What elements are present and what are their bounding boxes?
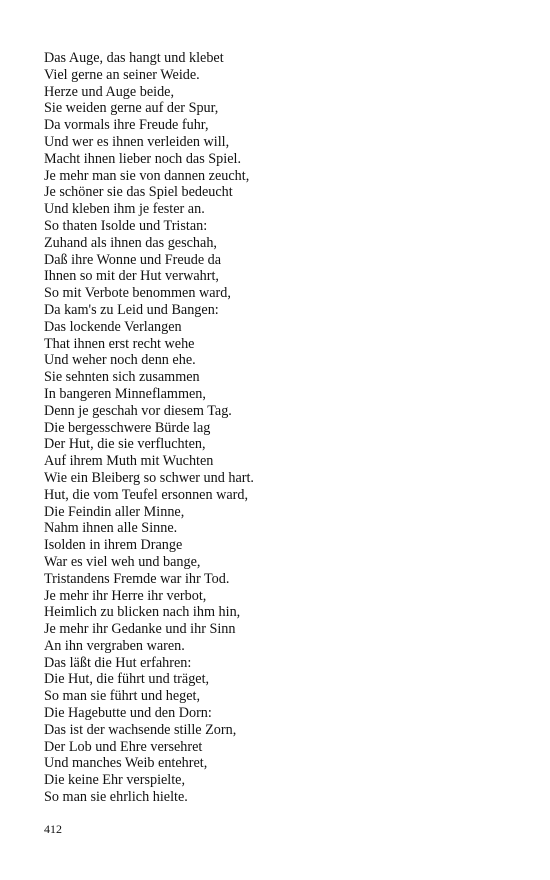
poem-line: Und weher noch denn ehe. <box>44 352 196 369</box>
poem-line: Ihnen so mit der Hut verwahrt, <box>44 268 219 285</box>
poem-line: So man sie führt und heget, <box>44 688 201 705</box>
poem-line: Das ist der wachsende stille Zorn, <box>44 721 237 738</box>
poem-line: That ihnen erst recht wehe <box>44 335 195 352</box>
poem-line: Das Auge, das hangt und klebet <box>44 50 224 66</box>
poem-line: Viel gerne an seiner Weide. <box>44 66 200 83</box>
poem-line: Isolden in ihrem Drange <box>44 537 183 554</box>
poem-line: Wie ein Bleiberg so schwer und hart. <box>44 469 254 486</box>
poem-line: So thaten Isolde und Tristan: <box>44 217 208 234</box>
poem-line: Je mehr ihr Herre ihr verbot, <box>44 587 207 604</box>
poem-line: Hut, die vom Teufel ersonnen ward, <box>44 486 249 503</box>
poem-line: So mit Verbote benommen ward, <box>44 285 231 302</box>
poem-line: Tristandens Fremde war ihr Tod. <box>44 570 230 587</box>
poem-line: Nahm ihnen alle Sinne. <box>44 520 178 537</box>
poem-line: Das läßt die Hut erfahren: <box>44 654 192 671</box>
poem-line: Und wer es ihnen verleiden will, <box>44 133 230 150</box>
poem-line: Und kleben ihm je fester an. <box>44 201 205 218</box>
poem-line: Die Feindin aller Minne, <box>44 503 185 520</box>
poem-line: Macht ihnen lieber noch das Spiel. <box>44 150 241 167</box>
poem-line: Daß ihre Wonne und Freude da <box>44 251 222 268</box>
poem-line: Und manches Weib entehret, <box>44 755 208 772</box>
poem-line: Heimlich zu blicken nach ihm hin, <box>44 604 241 621</box>
poem-line: Da vormals ihre Freude fuhr, <box>44 117 209 134</box>
poem-line: Der Lob und Ehre versehret <box>44 738 203 755</box>
poem-line: Die Hagebutte und den Dorn: <box>44 705 212 722</box>
poem-line: Je schöner sie das Spiel bedeucht <box>44 184 233 201</box>
poem-line: Denn je geschah vor diesem Tag. <box>44 402 232 419</box>
poem-line: Sie weiden gerne auf der Spur, <box>44 100 219 117</box>
poem-line: In bangeren Minneflammen, <box>44 385 206 402</box>
poem-line: Herze und Auge beide, <box>44 83 175 100</box>
poem-line: Je mehr man sie von dannen zeucht, <box>44 167 250 184</box>
poem-line: An ihn vergraben waren. <box>44 637 185 654</box>
poem-line: Da kam's zu Leid und Bangen: <box>44 301 219 318</box>
poem-line: So man sie ehrlich hielte. <box>44 789 188 806</box>
poem-line: Auf ihrem Muth mit Wuchten <box>44 453 214 470</box>
poem-line: Das lockende Verlangen <box>44 318 182 335</box>
poem-line: Sie sehnten sich zusammen <box>44 369 200 386</box>
poem-line: Der Hut, die sie verfluchten, <box>44 436 206 453</box>
poem-line: Die keine Ehr verspielte, <box>44 772 186 789</box>
poem-line: Die Hut, die führt und träget, <box>44 671 210 688</box>
page-number: 412 <box>44 822 62 836</box>
poem-text <box>44 50 254 806</box>
poem-line: War es viel weh und bange, <box>44 553 201 570</box>
poem-line: Die bergesschwere Bürde lag <box>44 419 211 436</box>
poem-line: Je mehr ihr Gedanke und ihr Sinn <box>44 621 236 638</box>
poem-line: Zuhand als ihnen das geschah, <box>44 234 217 251</box>
